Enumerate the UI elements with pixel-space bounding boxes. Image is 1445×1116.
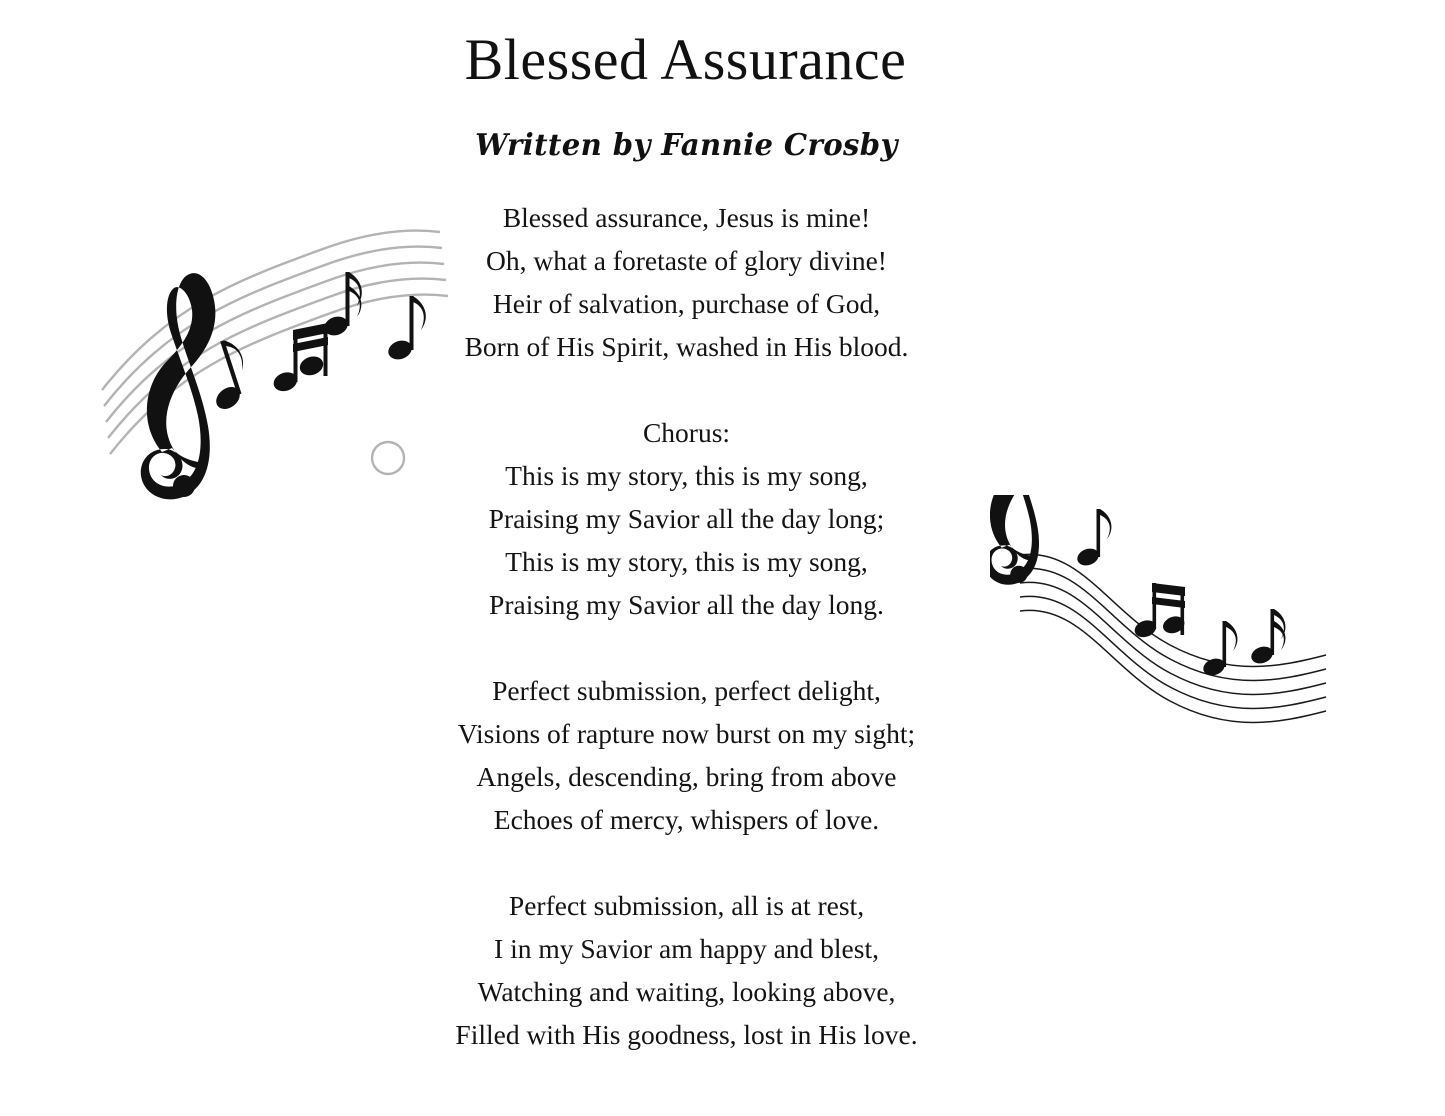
stanza-verse-1 xyxy=(0,196,1409,368)
lyrics-body xyxy=(0,196,1409,1056)
lyric-line: Heir of salvation, purchase of God, xyxy=(492,288,881,319)
page-title: Blessed Assurance xyxy=(464,27,907,92)
lyric-line: Watching and waiting, looking above, xyxy=(477,976,896,1007)
lyric-line: This is my story, this is my song, xyxy=(505,460,868,491)
lyric-line: This is my story, this is my song, xyxy=(505,546,868,577)
lyric-line: I in my Savior am happy and blest, xyxy=(494,933,879,964)
stanza-verse-2 xyxy=(0,669,1409,841)
lyric-line: Perfect submission, all is at rest, xyxy=(508,890,865,921)
chorus-label: Chorus: xyxy=(642,417,731,448)
lyric-line: Blessed assurance, Jesus is mine! xyxy=(502,202,871,233)
lyric-line: Perfect submission, perfect delight, xyxy=(492,675,881,706)
stanza-chorus xyxy=(0,411,1409,626)
lyric-line: Praising my Savior all the day long; xyxy=(488,503,885,534)
lyric-line: Filled with His goodness, lost in His love. xyxy=(455,1019,918,1050)
lyric-line: Praising my Savior all the day long. xyxy=(489,589,884,620)
lyric-line: Angels, descending, bring from above xyxy=(476,761,897,792)
lyric-line: Born of His Spirit, washed in His blood. xyxy=(464,331,909,362)
lyric-line: Visions of rapture now burst on my sight; xyxy=(457,718,916,749)
author-byline: Written by Fannie Crosby xyxy=(475,128,898,163)
lyric-line: Oh, what a foretaste of glory divine! xyxy=(486,245,887,276)
stanza-verse-3 xyxy=(0,884,1409,1056)
lyric-line: Echoes of mercy, whispers of love. xyxy=(493,804,880,835)
